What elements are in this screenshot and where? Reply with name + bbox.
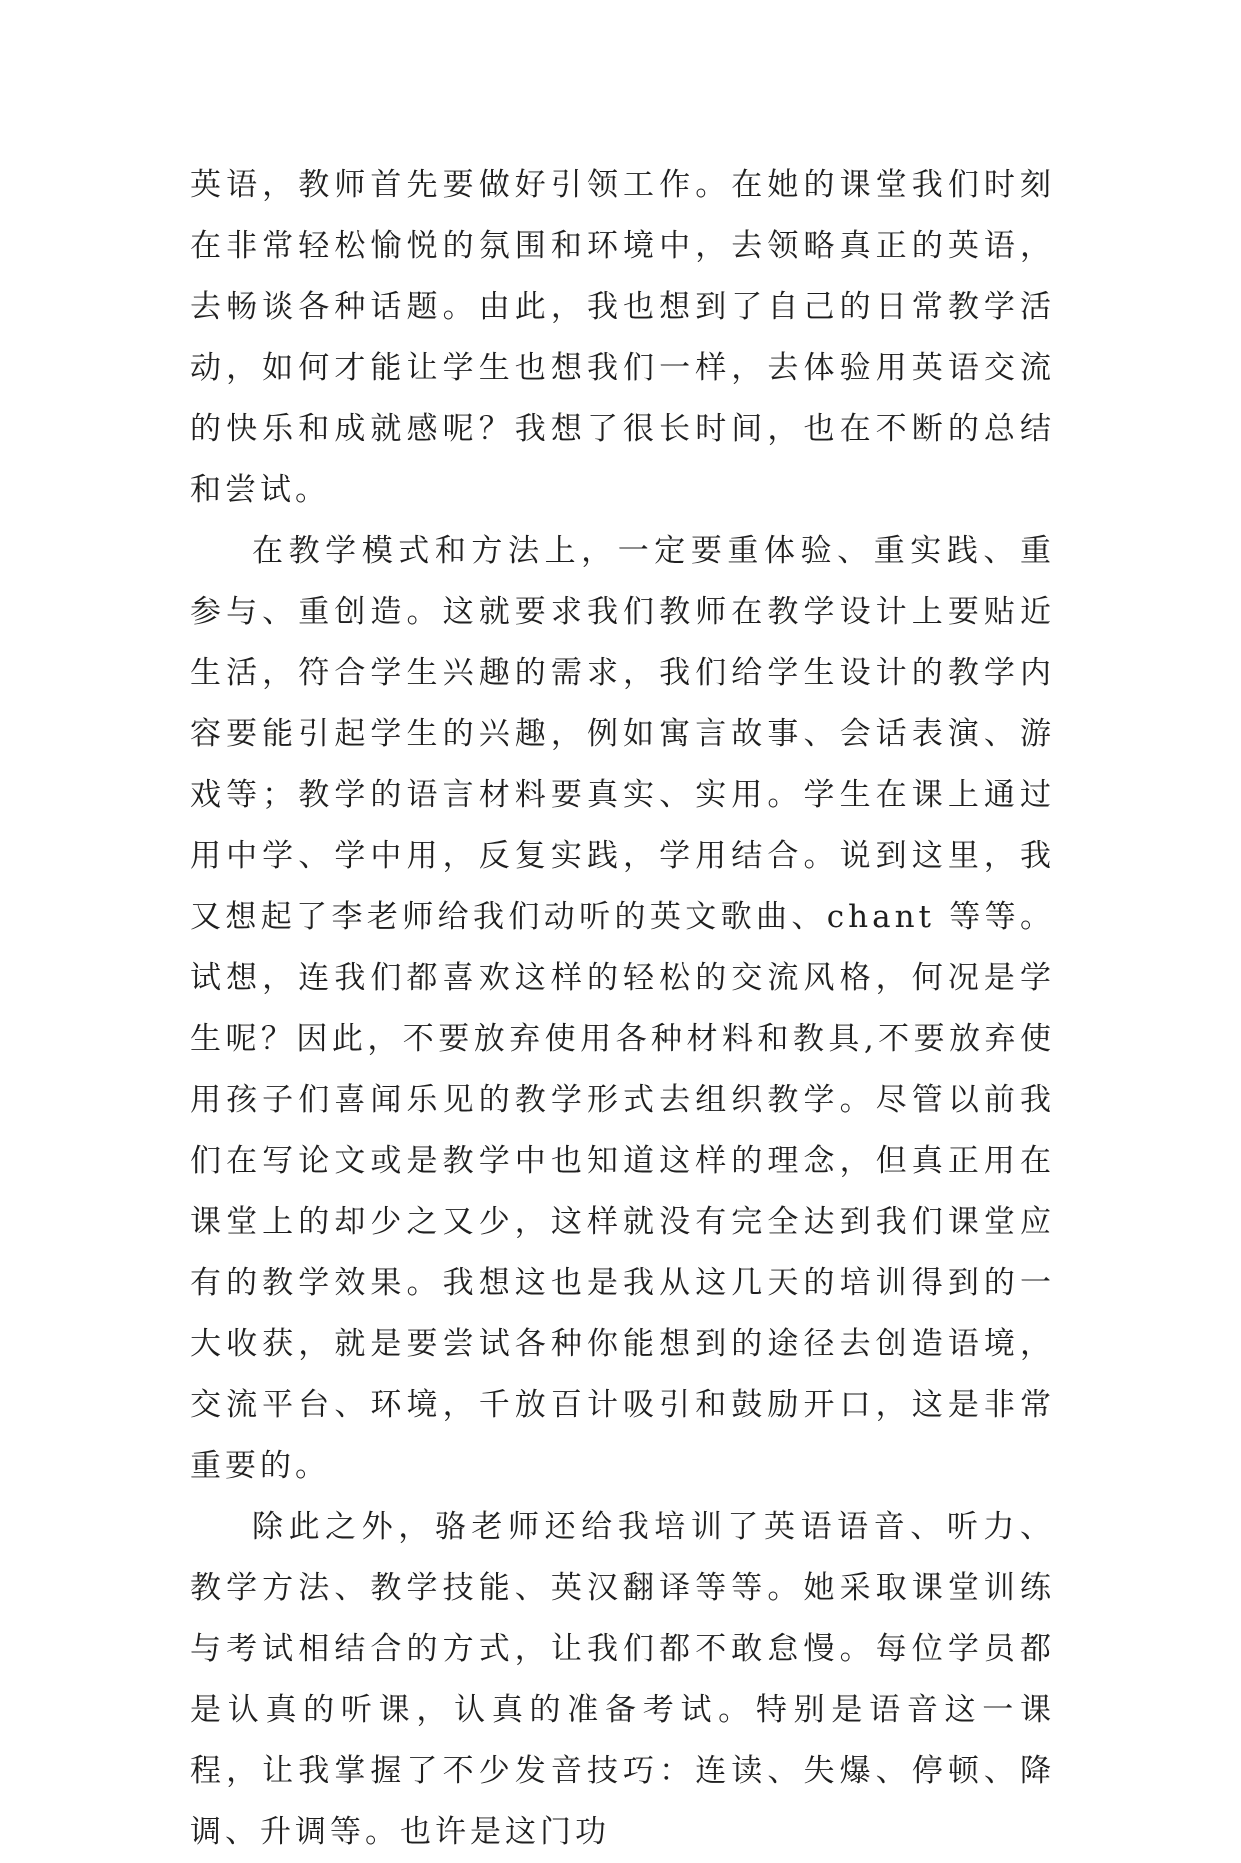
paragraph-2: 在教学模式和方法上，一定要重体验、重实践、重参与、重创造。这就要求我们教师在教学设计上要贴近生活，符合学生兴趣的需求，我们给学生设计的教学内容要能引起学生的兴趣，例如寓言故事、会话表演、游戏等；教学的语言材料要真实、实用。学生在课上通过用中学、学中用，反复实践，学用结合。说到这里，我又想起了李老师给我们动听的英文歌曲、chant 等等。试想，连我们都喜欢这样的轻松的交流风格，何况是学生呢？因此，不要放弃使用各种材料和教具,不要放弃使用孩子们喜闻乐见的教学形式去组织教学。尽管以前我们在写论文或是教学中也知道这样的理念，但真正用在课堂上的却少之又少，这样就没有完全达到我们课堂应有的教学效果。我想这也是我从这几天的培训得到的一大收获，就是要尝试各种你能想到的途径去创造语境，交流平台、环境，千放百计吸引和鼓励开口，这是非常重要的。 <box>190 533 1055 1484</box>
paragraph-1: 英语，教师首先要做好引领工作。在她的课堂我们时刻在非常轻松愉悦的氛围和环境中，去领略真正的英语，去畅谈各种话题。由此，我也想到了自己的日常教学活动，如何才能让学生也想我们一样，去体验用英语交流的快乐和成就感呢？我想了很长时间，也在不断的总结和尝试。 <box>190 167 1055 508</box>
document-body <box>190 155 1055 1863</box>
paragraph-3: 除此之外，骆老师还给我培训了英语语音、听力、教学方法、教学技能、英汉翻译等等。她采取课堂训练与考试相结合的方式，让我们都不敢怠慢。每位学员都是认真的听课，认真的准备考试。特别是语音这一课程，让我掌握了不少发音技巧：连读、失爆、停顿、降调、升调等。也许是这门功 <box>190 1509 1055 1850</box>
